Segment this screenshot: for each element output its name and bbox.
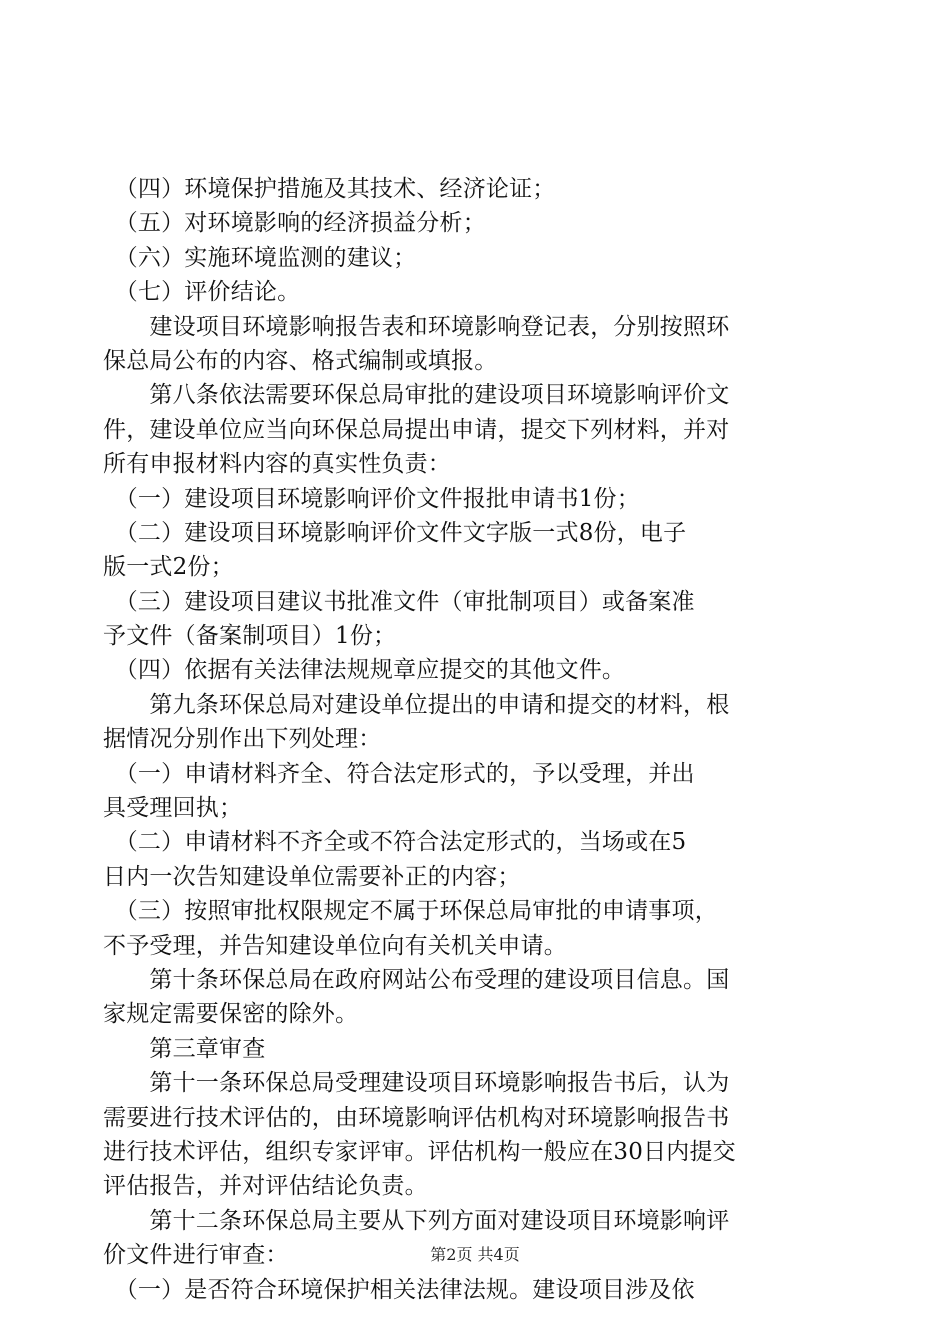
text-line: 具受理回执；: [103, 795, 243, 822]
text-line: 需要进行技术评估的，由环境影响评估机构对环境影响报告书: [103, 1104, 730, 1131]
text-line: 第八条依法需要环保总局审批的建设项目环境影响评价文: [103, 382, 730, 409]
text-line: 第十一条环保总局受理建设项目环境影响报告书后，认为: [103, 1070, 730, 1097]
text-line: （七）评价结论。: [103, 279, 301, 306]
text-line: 予文件（备案制项目）1份；: [103, 623, 397, 650]
text-line: 第十条环保总局在政府网站公布受理的建设项目信息。国: [103, 966, 730, 993]
text-line: （二）建设项目环境影响评价文件文字版一式8份，电子: [103, 519, 687, 546]
text-line: （一）建设项目环境影响评价文件报批申请书1份；: [103, 485, 640, 512]
text-line: 建设项目环境影响报告表和环境影响登记表，分别按照环: [103, 313, 730, 340]
page-number-footer: 第2页 共4页: [430, 1245, 520, 1264]
text-line: 保总局公布的内容、格式编制或填报。: [103, 347, 498, 374]
text-line: （三）建设项目建议书批准文件（审批制项目）或备案准: [103, 588, 695, 615]
text-line: 评估报告，并对评估结论负责。: [103, 1173, 428, 1200]
text-line: （五）对环境影响的经济损益分析；: [103, 210, 486, 237]
text-line: （一）申请材料齐全、符合法定形式的，予以受理，并出: [103, 760, 695, 787]
document-body: [103, 172, 843, 1307]
text-line: 第九条环保总局对建设单位提出的申请和提交的材料，根: [103, 691, 730, 718]
text-line: （六）实施环境监测的建议；: [103, 244, 417, 271]
text-line: （一）是否符合环境保护相关法律法规。建设项目涉及依: [103, 1276, 695, 1303]
text-line: 日内一次告知建设单位需要补正的内容；: [103, 863, 521, 890]
section-heading: 第三章审查: [103, 1035, 266, 1062]
text-line: 价文件进行审查：: [103, 1242, 289, 1269]
text-line: 进行技术评估，组织专家评审。评估机构一般应在30日内提交: [103, 1138, 736, 1165]
text-line: 版一式2份；: [103, 554, 234, 581]
text-line: 据情况分别作出下列处理：: [103, 726, 382, 753]
text-line: 所有申报材料内容的真实性负责：: [103, 451, 451, 478]
text-line: 件，建设单位应当向环保总局提出申请，提交下列材料，并对: [103, 416, 730, 443]
text-line: 不予受理，并告知建设单位向有关机关申请。: [103, 932, 567, 959]
text-line: （四）依据有关法律法规规章应提交的其他文件。: [103, 657, 626, 684]
text-line: 第十二条环保总局主要从下列方面对建设项目环境影响评: [103, 1207, 730, 1234]
text-line: （四）环境保护措施及其技术、经济论证；: [103, 176, 556, 202]
text-line: （三）按照审批权限规定不属于环保总局审批的申请事项，: [103, 898, 718, 925]
text-line: （二）申请材料不齐全或不符合法定形式的，当场或在5: [103, 829, 687, 856]
text-line: 家规定需要保密的除外。: [103, 1001, 359, 1028]
